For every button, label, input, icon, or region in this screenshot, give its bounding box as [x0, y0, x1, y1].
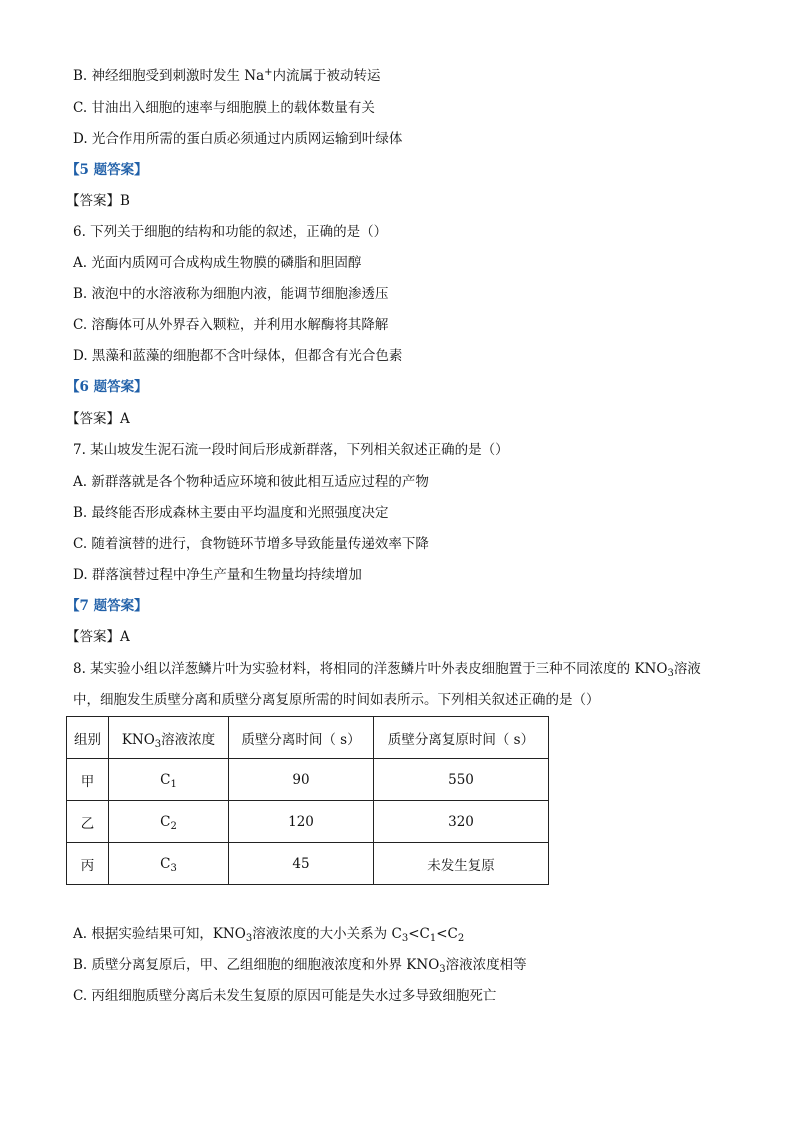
q6-option-c: C. 溶酶体可从外界吞入颗粒，并利用水解酶将其降解 — [73, 317, 389, 333]
q8-option-b: B. 质壁分离复原后，甲、乙组细胞的细胞液浓度和外界 $KNO_3$溶液浓度相等 — [73, 957, 527, 975]
header-recovery-time: 质壁分离复原时间（ s） — [374, 717, 549, 759]
header-group: 组别 — [67, 717, 109, 759]
q8-option-a: A. 根据实验结果可知，$KNO_3$溶液浓度的大小关系为 $C_3<C_1<C_2$ — [73, 926, 465, 944]
q7-answer-header: 【7 题答案】 — [66, 598, 148, 614]
q6-option-a: A. 光面内质网可合成构成生物膜的磷脂和胆固醇 — [73, 255, 362, 271]
q6-option-b: B. 液泡中的水溶液称为细胞内液，能调节细胞渗透压 — [73, 286, 389, 302]
q5-option-c: C. 甘油出入细胞的速率与细胞膜上的载体数量有关 — [73, 100, 375, 116]
row-concentration: $C_2$ — [109, 801, 229, 843]
q8-stem-line-2: 中，细胞发生质壁分离和质壁分离复原所需的时间如表所示。下列相关叙述正确的是（） — [73, 692, 600, 708]
row-separation-time: 120 — [229, 801, 374, 843]
q7-option-d: D. 群落演替过程中净生产量和生物量均持续增加 — [73, 567, 362, 583]
q5-answer-header: 【5 题答案】 — [66, 162, 148, 178]
row-group: 乙 — [67, 801, 109, 843]
row-group: 丙 — [67, 843, 109, 885]
row-concentration: $C_3$ — [109, 843, 229, 885]
q6-option-d: D. 黑藻和蓝藻的细胞都不含叶绿体，但都含有光合色素 — [73, 348, 403, 364]
row-recovery-time: 550 — [374, 759, 549, 801]
row-group: 甲 — [67, 759, 109, 801]
row-separation-time: 45 — [229, 843, 374, 885]
q8-option-c: C. 丙组细胞质壁分离后未发生复原的原因可能是失水过多导致细胞死亡 — [73, 988, 497, 1004]
q6-stem: 6. 下列关于细胞的结构和功能的叙述，正确的是（） — [73, 224, 388, 240]
row-concentration: $C_1$ — [109, 759, 229, 801]
q7-option-a: A. 新群落就是各个物种适应环境和彼此相互适应过程的产物 — [73, 474, 429, 490]
q5-answer: 【答案】B — [66, 193, 130, 209]
q7-answer: 【答案】A — [66, 629, 130, 645]
q6-answer-header: 【6 题答案】 — [66, 379, 148, 395]
row-separation-time: 90 — [229, 759, 374, 801]
q7-stem: 7. 某山坡发生泥石流一段时间后形成新群落，下列相关叙述正确的是（） — [73, 442, 509, 458]
header-concentration: $KNO_3$溶液浓度 — [109, 717, 229, 759]
q5-option-d: D. 光合作用所需的蛋白质必须通过内质网运输到叶绿体 — [73, 131, 403, 147]
q5-option-b: B. 神经细胞受到刺激时发生 Na+内流属于被动转运 — [73, 67, 381, 84]
table-row — [67, 843, 549, 885]
row-recovery-time: 未发生复原 — [374, 843, 549, 885]
table-row — [67, 801, 549, 843]
header-separation-time: 质壁分离时间（ s） — [229, 717, 374, 759]
q7-option-c: C. 随着演替的进行，食物链环节增多导致能量传递效率下降 — [73, 536, 429, 552]
q7-option-b: B. 最终能否形成森林主要由平均温度和光照强度决定 — [73, 505, 389, 521]
row-recovery-time: 320 — [374, 801, 549, 843]
table-row — [67, 759, 549, 801]
q6-answer: 【答案】A — [66, 411, 130, 427]
table-header-row — [67, 717, 549, 759]
q8-stem-line-1: 8. 某实验小组以洋葱鳞片叶为实验材料，将相同的洋葱鳞片叶外表皮细胞置于三种不同浓度的 $KNO_3$溶液 — [73, 661, 701, 679]
kno3-results-table — [66, 716, 549, 885]
